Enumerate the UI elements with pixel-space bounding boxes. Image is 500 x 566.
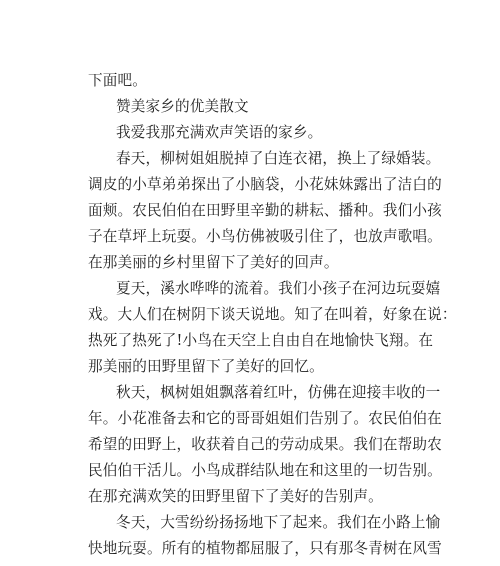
text-line: 子在草坪上玩耍。小鸟仿佛被吸引住了，也放声歌唱。 — [88, 228, 442, 245]
text-line: 在那充满欢笑的田野里留下了美好的告别声。 — [88, 488, 383, 505]
text-line: 夏天，溪水哗哗的流着。我们小孩子在河边玩耍嬉 — [116, 280, 441, 297]
text-line: 秋天，枫树姐姐飘落着红叶，仿佛在迎接丰收的一 — [116, 384, 441, 401]
text-line: 下面吧。 — [88, 72, 147, 89]
text-line: 我爱我那充满欢声笑语的家乡。 — [116, 124, 323, 141]
text-line: 春天，柳树姐姐脱掉了白连衣裙，换上了绿婚装。 — [116, 150, 441, 167]
text-line: 面颊。农民伯伯在田野里辛勤的耕耘、播种。我们小孩 — [88, 202, 442, 219]
text-line: 在那美丽的乡村里留下了美好的回声。 — [88, 254, 339, 271]
section-title: 赞美家乡的优美散文 — [116, 98, 249, 115]
text-line: 冬天，大雪纷纷扬扬地下了起来。我们在小路上愉 — [116, 514, 441, 531]
text-line: 民伯伯干活儿。小鸟成群结队地在和这里的一切告别。 — [88, 462, 442, 479]
text-line: 戏。大人们在树阴下谈天说地。知了在叫着，好象在说： — [88, 306, 457, 323]
text-line: 热死了热死了!小鸟在天空上自由自在地愉快飞翔。在 — [88, 332, 434, 349]
text-line: 那美丽的田野里留下了美好的回忆。 — [88, 358, 324, 375]
text-line: 快地玩耍。所有的植物都屈服了，只有那冬青树在风雪 — [88, 540, 442, 557]
text-line: 希望的田野上，收获着自己的劳动成果。我们在帮助农 — [88, 436, 442, 453]
text-line: 年。小花准备去和它的哥哥姐姐们告别了。农民伯伯在 — [88, 410, 442, 427]
text-line: 调皮的小草弟弟探出了小脑袋，小花妹妹露出了洁白的 — [88, 176, 442, 193]
